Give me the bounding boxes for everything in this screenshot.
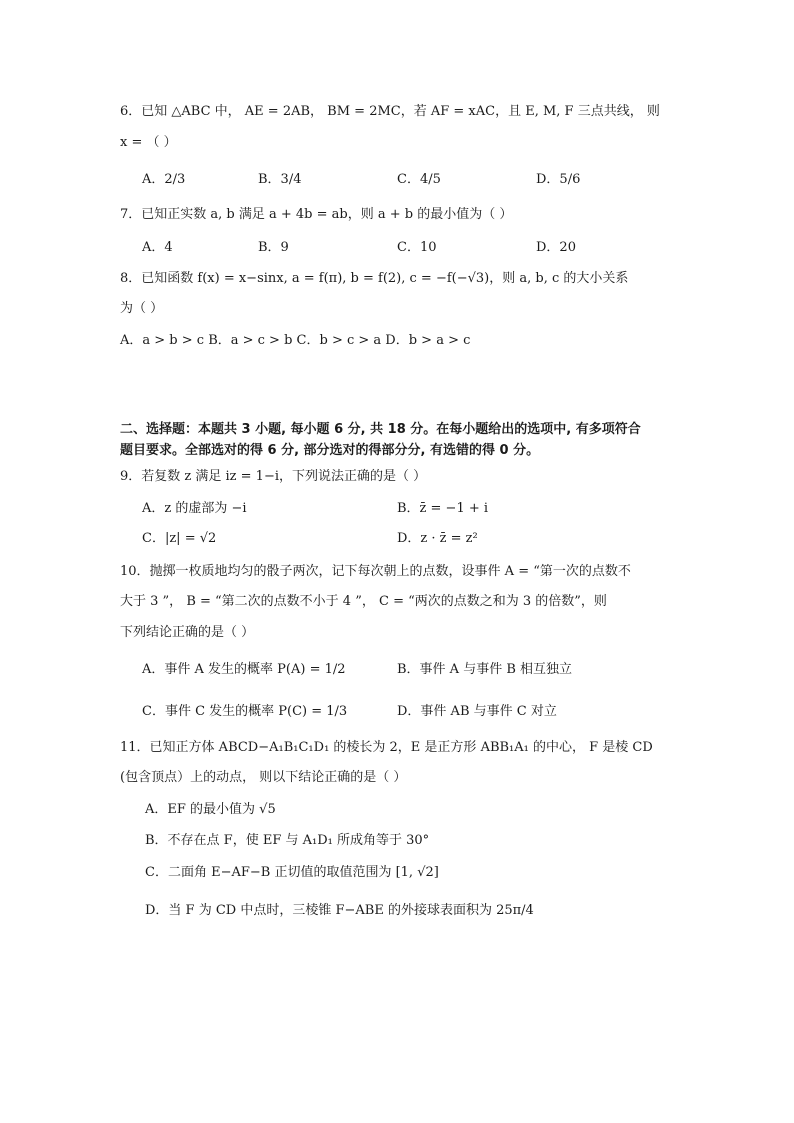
q10-option-d[interactable]: D．事件 AB 与事件 C 对立: [397, 704, 557, 719]
q9-option-d[interactable]: D．z · z̄ = z²: [397, 531, 478, 546]
q8-stem-line2: 为（ ）: [120, 301, 164, 316]
q10-stem-line1: 10．抛掷一枚质地均匀的骰子两次，记下每次朝上的点数，设事件 A = “第一次的点数不: [120, 564, 631, 579]
q9-option-b[interactable]: B．z̄ = −1 + i: [397, 501, 489, 516]
q6-stem-line1: 6．已知 △ABC 中， AE = 2AB， BM = 2MC，若 AF = xAC，且 E, M, F 三点共线， 则: [120, 104, 660, 119]
q10-option-c[interactable]: C．事件 C 发生的概率 P(C) = 1/3: [142, 704, 348, 719]
q7-option-a[interactable]: A．4: [142, 240, 173, 255]
q10-option-a[interactable]: A．事件 A 发生的概率 P(A) = 1/2: [142, 662, 346, 677]
q9-option-c[interactable]: C．|z| = √2: [142, 531, 217, 546]
q6-option-b[interactable]: B．3/4: [258, 172, 302, 187]
q8-stem-line1: 8．已知函数 f(x) = x−sinx, a = f(π), b = f(2), c = −f(−√3)，则 a, b, c 的大小关系: [120, 271, 629, 286]
q10-stem-line2: 大于 3 ”， B = “第二次的点数不小于 4 ”， C = “两次的点数之和为 3 的倍数”，则: [120, 594, 607, 609]
q7-option-d[interactable]: D．20: [536, 240, 576, 255]
q11-option-a[interactable]: A．EF 的最小值为 √5: [145, 802, 276, 817]
q11-stem-line2: (包含顶点）上的动点， 则以下结论正确的是（ ）: [120, 770, 407, 785]
q7-stem: 7．已知正实数 a, b 满足 a + 4b = ab，则 a + b 的最小值为（ ）: [120, 207, 513, 222]
q6-option-a[interactable]: A．2/3: [142, 172, 186, 187]
q11-option-d[interactable]: D．当 F 为 CD 中点时，三棱锥 F−ABE 的外接球表面积为 25π/4: [145, 903, 534, 918]
q9-stem: 9．若复数 z 满足 iz = 1−i，下列说法正确的是（ ）: [120, 469, 427, 484]
q11-option-c[interactable]: C．二面角 E−AF−B 正切值的取值范围为 [1, √2]: [145, 865, 439, 880]
q11-stem-line1: 11．已知正方体 ABCD−A₁B₁C₁D₁ 的棱长为 2，E 是正方形 ABB₁A₁ 的中心， F 是棱 CD: [120, 740, 653, 755]
q6-option-c[interactable]: C．4/5: [397, 172, 441, 187]
q9-option-a[interactable]: A．z 的虚部为 −i: [142, 501, 247, 516]
section2-instructions-line2: 题目要求。全部选对的得 6 分, 部分选对的得部分分, 有选错的得 0 分。: [120, 443, 540, 458]
q8-options[interactable]: A．a > b > c B．a > c > b C．b > c > a D．b > a > c: [120, 333, 471, 348]
q10-option-b[interactable]: B．事件 A 与事件 B 相互独立: [397, 662, 573, 677]
q10-stem-line3: 下列结论正确的是（ ）: [120, 625, 255, 640]
section2-instructions-line1: 二、选择题：本题共 3 小题, 每小题 6 分, 共 18 分。在每小题给出的选项中, 有多项符合: [120, 422, 641, 437]
q6-option-d[interactable]: D．5/6: [536, 172, 581, 187]
q11-option-b[interactable]: B．不存在点 F，使 EF 与 A₁D₁ 所成角等于 30°: [145, 833, 430, 848]
q7-option-c[interactable]: C．10: [397, 240, 437, 255]
q7-option-b[interactable]: B．9: [258, 240, 289, 255]
q6-stem-line2: x = （ ）: [120, 135, 177, 150]
